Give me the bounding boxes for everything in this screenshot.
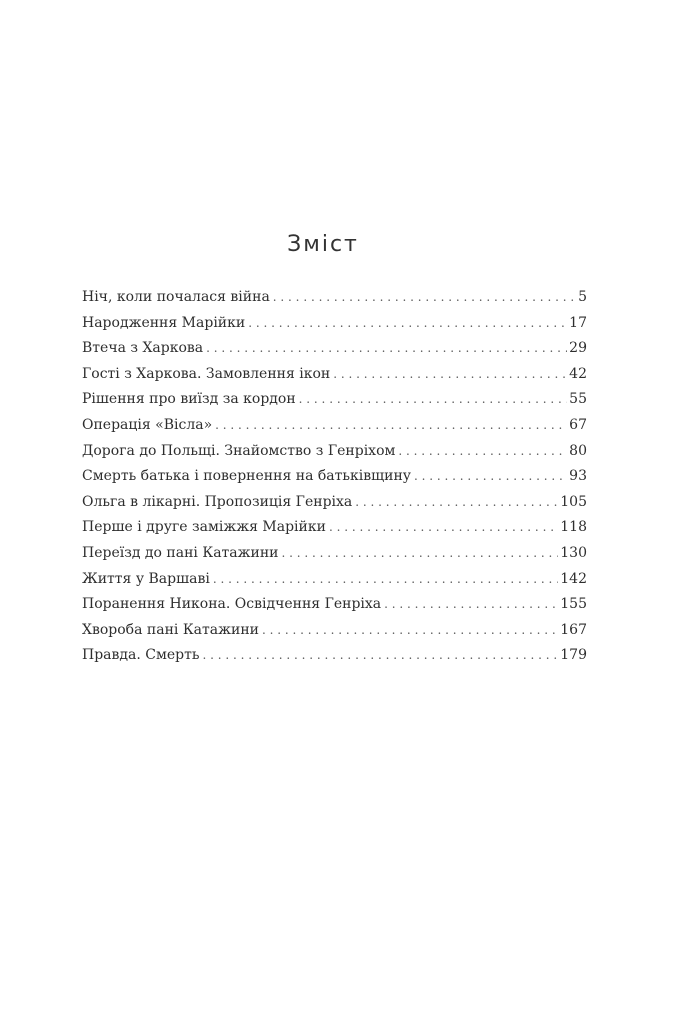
toc-entry-page: 17 (569, 314, 587, 331)
toc-entry-page: 130 (560, 544, 587, 561)
toc-entry (82, 387, 587, 413)
toc-entry-page: 142 (560, 570, 587, 587)
toc-entry-title: Смерть батька і повернення на батьківщину (82, 468, 412, 485)
toc-entry-page: 42 (569, 365, 587, 382)
dot-leader (384, 592, 558, 618)
dot-leader (202, 643, 558, 669)
toc-entry-page: 105 (560, 493, 587, 510)
toc-entry-title: Дорога до Польщі. Знайомство з Генріхом (82, 442, 396, 459)
dot-leader (213, 567, 558, 593)
toc-entry-page: 179 (560, 647, 587, 664)
toc-entry (82, 362, 587, 388)
toc-entry-page: 93 (569, 468, 587, 485)
toc-entry-title: Переїзд до пані Катажини (82, 544, 279, 561)
dot-leader (355, 490, 558, 516)
toc-entry (82, 413, 587, 439)
toc-entry (82, 464, 587, 490)
page-title: Зміст (287, 232, 359, 257)
toc-entry (82, 439, 587, 465)
toc-entry-page: 155 (560, 596, 587, 613)
dot-leader (248, 311, 567, 337)
dot-leader (398, 439, 567, 465)
toc-entry (82, 490, 587, 516)
dot-leader (282, 541, 559, 567)
toc-entry-title: Рішення про виїзд за кордон (82, 391, 296, 408)
toc-entry-title: Перше і друге заміжжя Марійки (82, 519, 326, 536)
toc-entry (82, 618, 587, 644)
toc-entry (82, 285, 587, 311)
toc-entry (82, 567, 587, 593)
toc-entry (82, 515, 587, 541)
table-of-contents (82, 285, 587, 669)
toc-entry (82, 336, 587, 362)
toc-entry-page: 80 (569, 442, 587, 459)
toc-entry-page: 5 (578, 289, 587, 305)
toc-entry-title: Поранення Никона. Освідчення Генріха (82, 596, 382, 613)
dot-leader (299, 387, 568, 413)
toc-entry (82, 643, 587, 669)
toc-entry (82, 592, 587, 618)
dot-leader (206, 336, 567, 362)
toc-entry-page: 167 (560, 621, 587, 638)
toc-entry-title: Ольга в лікарні. Пропозиція Генріха (82, 493, 353, 510)
dot-leader (215, 413, 567, 439)
toc-entry-title: Операція «Вісла» (82, 416, 213, 433)
toc-entry-title: Народження Марійки (82, 314, 246, 331)
toc-entry-page: 29 (569, 340, 587, 357)
toc-entry-title: Ніч, коли почалася війна (82, 289, 270, 305)
toc-entry (82, 541, 587, 567)
toc-entry-title: Правда. Смерть (82, 647, 200, 664)
toc-entry-page: 67 (569, 416, 587, 433)
toc-entry-title: Життя у Варшаві (82, 570, 210, 587)
toc-entry-title: Хвороба пані Катажини (82, 621, 259, 638)
toc-entry-title: Втеча з Харкова (82, 340, 204, 357)
dot-leader (329, 515, 558, 541)
toc-entry-title: Гості з Харкова. Замовлення ікон (82, 365, 331, 382)
dot-leader (414, 464, 567, 490)
dot-leader (262, 618, 558, 644)
dot-leader (273, 285, 576, 311)
toc-entry-page: 118 (560, 519, 587, 536)
toc-entry (82, 311, 587, 337)
toc-entry-page: 55 (569, 391, 587, 408)
dot-leader (333, 362, 567, 388)
